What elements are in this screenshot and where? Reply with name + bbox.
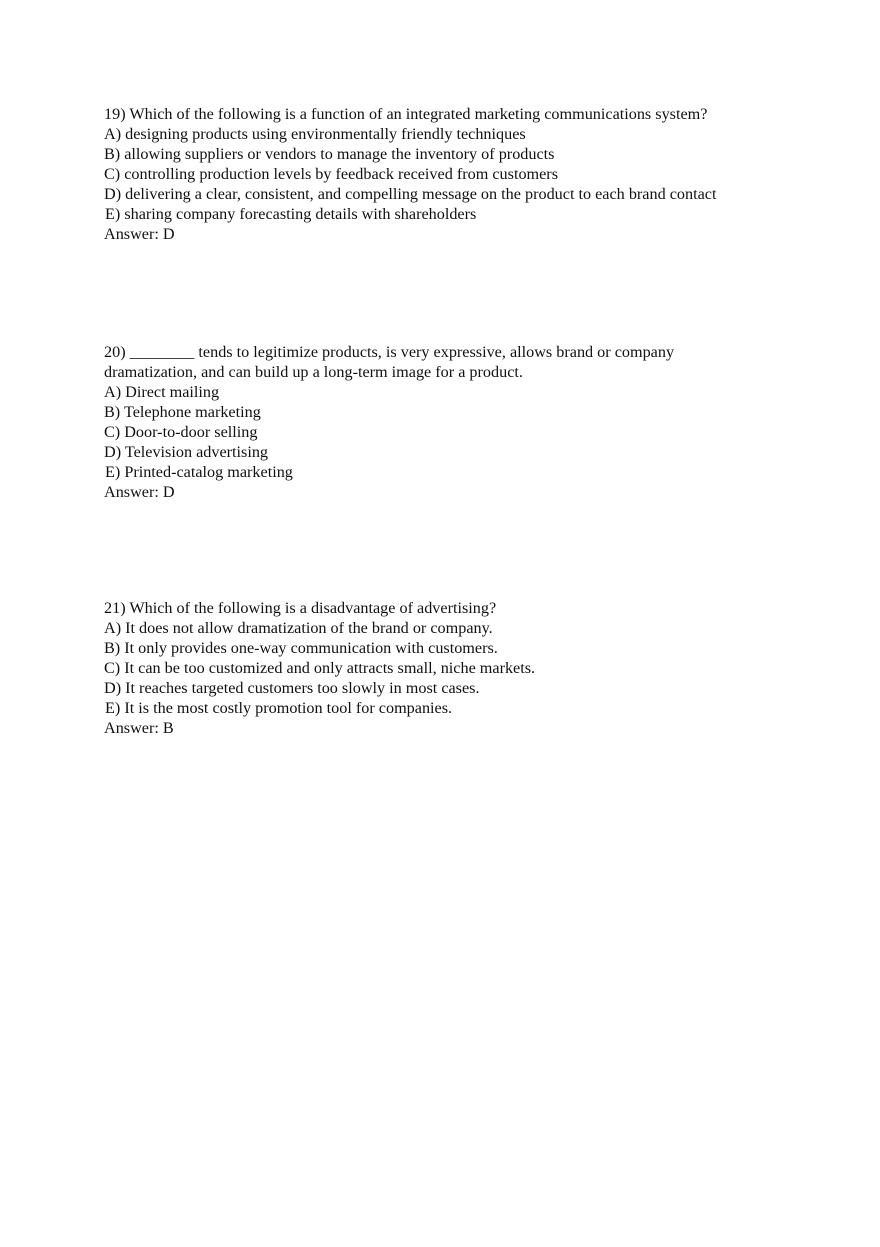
option-b: B) Telephone marketing: [104, 403, 261, 421]
option-b: B) It only provides one-way communication with customers.: [104, 639, 498, 657]
option-d: D) delivering a clear, consistent, and compelling message on the product to each brand contact: [104, 185, 717, 203]
option-a: A) Direct mailing: [104, 383, 220, 401]
option-a: A) It does not allow dramatization of the brand or company.: [104, 619, 493, 637]
question-prompt: 21) Which of the following is a disadvantage of advertising?: [104, 599, 497, 617]
option-c: C) It can be too customized and only attracts small, niche markets.: [104, 659, 536, 677]
question-21: [104, 598, 804, 738]
option-e: E) Printed-catalog marketing: [105, 463, 293, 481]
option-e: E) sharing company forecasting details with shareholders: [105, 205, 477, 223]
answer: Answer: B: [104, 719, 174, 737]
question-19: [104, 104, 804, 244]
question-20: [104, 342, 804, 502]
answer: Answer: D: [104, 483, 175, 501]
option-c: C) Door-to-door selling: [104, 423, 258, 441]
option-a: A) designing products using environmentally friendly techniques: [104, 125, 526, 143]
option-e: E) It is the most costly promotion tool for companies.: [105, 699, 453, 717]
option-d: D) It reaches targeted customers too slowly in most cases.: [104, 679, 480, 697]
question-prompt: 19) Which of the following is a function of an integrated marketing communications system?: [104, 105, 708, 123]
question-prompt: 20) ________ tends to legitimize products, is very expressive, allows brand or company dramatization, and can build up a long-term image for a product.: [104, 343, 675, 381]
option-b: B) allowing suppliers or vendors to manage the inventory of products: [104, 145, 555, 163]
answer: Answer: D: [104, 225, 175, 243]
option-c: C) controlling production levels by feedback received from customers: [104, 165, 559, 183]
option-d: D) Television advertising: [104, 443, 269, 461]
